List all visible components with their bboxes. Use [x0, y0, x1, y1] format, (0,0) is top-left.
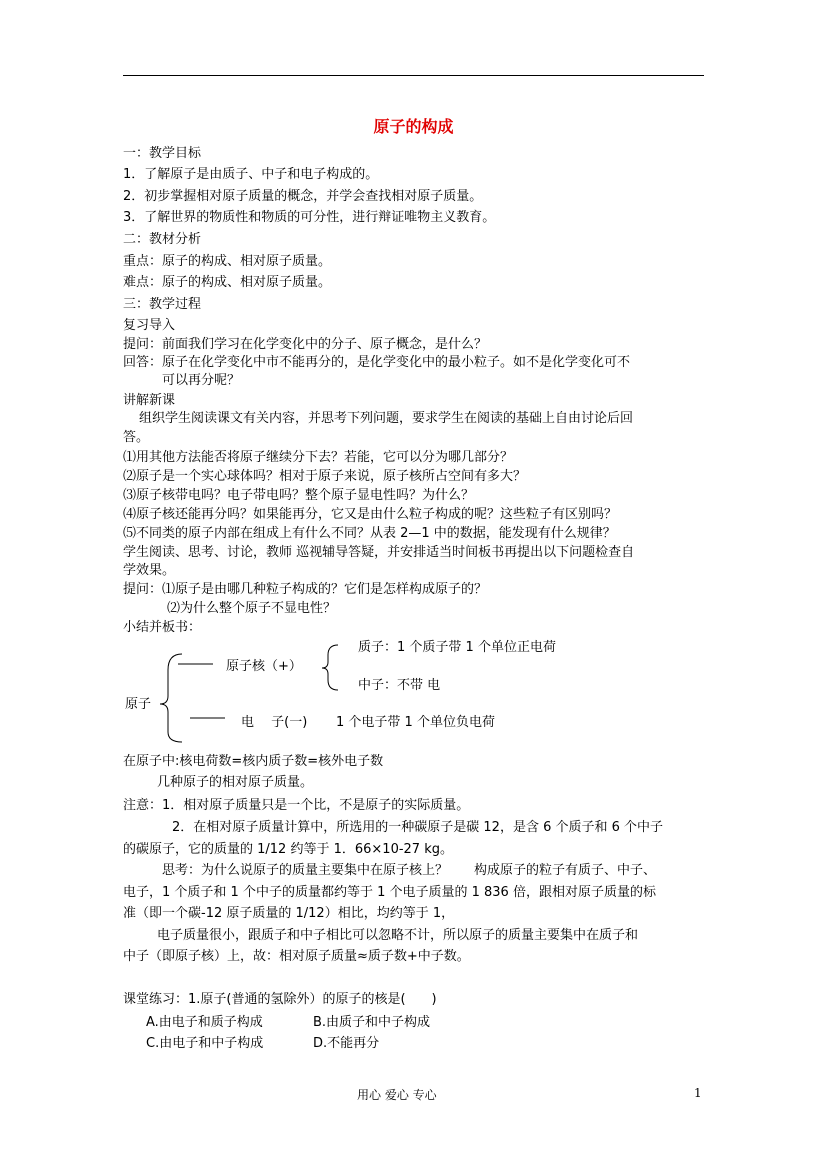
- objective-3: 3．了解世界的物质性和物质的可分性，进行辩证唯物主义教育。: [123, 210, 496, 225]
- question-text-cont: ⑵为什么整个原子不显电性？: [167, 601, 337, 616]
- paragraph: 电子质量很小，跟质子和中子相比可以忽略不计，所以原子的质量主要集中在质子和: [157, 928, 639, 943]
- electron-description: 1 个电子带 1 个单位负电荷: [336, 715, 495, 730]
- note-text-cont: 的碳原子，它的质量的 1/12 约等于 1．66×10-27 kg。: [123, 842, 453, 857]
- note-text: 2．在相对原子质量计算中，所选用的一种碳原子是碳 12，是含 6 个质子和 6 个中子: [172, 820, 664, 835]
- objective-2: 2．初步掌握相对原子质量的概念，并学会查找相对原子质量。: [123, 189, 483, 204]
- paragraph: 组织学生阅读课文有关内容，并思考下列问题，要求学生在阅读的基础上自由讨论后回: [139, 411, 634, 426]
- paragraph: 思考：为什么说原子的质量主要集中在原子核上？ 构成原子的粒子有质子、中子、: [162, 863, 657, 878]
- exercise-option-c: C.由电子和中子构成: [146, 1036, 264, 1051]
- paragraph-cont: 中子（即原子核）上，故：相对原子质量≈质子数+中子数。: [123, 949, 470, 964]
- subheading: 复习导入: [123, 318, 176, 333]
- inner-brace: [322, 645, 338, 690]
- exercise-option-b: B.由质子和中子构成: [313, 1015, 431, 1030]
- answer-text: 回答：原子在化学变化中市不能再分的，是化学变化中的最小粒子。如不是化学变化可不: [123, 355, 631, 370]
- page-number: 1: [694, 1086, 702, 1100]
- proton-label: 质子：1 个质子带 1 个单位正电荷: [358, 640, 556, 655]
- question-item: ⑸不同类的原子内部在组成上有什么不同？从表 2—1 中的数据，能发现有什么规律？: [123, 526, 616, 541]
- paragraph-cont: 答。: [123, 430, 150, 445]
- section-heading: 二：教材分析: [123, 232, 202, 247]
- page-footer: 用心 爱心 专心: [357, 1088, 437, 1102]
- section-heading: 三：教学过程: [123, 297, 202, 312]
- electron-label: 电 子(一): [241, 715, 308, 730]
- question-text: 提问：前面我们学习在化学变化中的分子、原子概念，是什么？: [123, 337, 488, 352]
- page-title: 原子的构成: [373, 117, 454, 136]
- paragraph: 几种原子的相对原子质量。: [157, 775, 314, 790]
- question-item: ⑵原子是一个实心球体吗？相对于原子来说，原子核所占空间有多大？: [123, 469, 527, 484]
- outer-brace: [160, 654, 182, 742]
- equation-text: 在原子中:核电荷数=核内质子数=核外电子数: [123, 754, 384, 769]
- question-item: ⑶原子核带电吗？电子带电吗？整个原子显电性吗？为什么？: [123, 488, 475, 503]
- atom-label: 原子: [125, 697, 152, 712]
- paragraph: 学生阅读、思考、讨论，教师 巡视辅导答疑，并安排适当时间板书再提出以下问题检查自: [123, 545, 635, 560]
- subheading: 讲解新课: [123, 393, 176, 408]
- key-point: 重点：原子的构成、相对原子质量。: [123, 254, 332, 269]
- note-text: 注意：1．相对原子质量只是一个比，不是原子的实际质量。: [123, 798, 470, 813]
- question-item: ⑴用其他方法能否将原子继续分下去？若能，它可以分为哪几部分？: [123, 450, 514, 465]
- question-item: ⑷原子核还能再分吗？如果能再分，它又是由什么粒子构成的呢？这些粒子有区别吗？: [123, 507, 618, 522]
- section-heading: 一：教学目标: [123, 146, 202, 161]
- subheading: 小结并板书：: [123, 620, 202, 635]
- nucleus-label: 原子核（+）: [226, 659, 302, 674]
- paragraph-cont: 准（即一个碳-12 原子质量的 1/12）相比，均约等于 1，: [123, 906, 455, 921]
- paragraph-cont: 学效果。: [123, 563, 176, 578]
- exercise-option-d: D.不能再分: [313, 1036, 380, 1051]
- paragraph-cont: 电子，1 个质子和 1 个中子的质量都约等于 1 个电子质量的 1 836 倍，跟相对原子质量的标: [123, 885, 656, 900]
- question-text: 提问：⑴原子是由哪几种粒子构成的？它们是怎样构成原子的？: [123, 582, 488, 597]
- objective-1: 1．了解原子是由质子、中子和电子构成的。: [123, 167, 379, 182]
- difficult-point: 难点：原子的构成、相对原子质量。: [123, 275, 332, 290]
- exercise-option-a: A.由电子和质子构成: [146, 1015, 263, 1030]
- exercise-question: 课堂练习：1.原子(普通的氢除外）的原子的核是( ): [123, 992, 437, 1007]
- neutron-label: 中子：不带 电: [358, 678, 441, 693]
- answer-text-cont: 可以再分呢？: [162, 373, 241, 388]
